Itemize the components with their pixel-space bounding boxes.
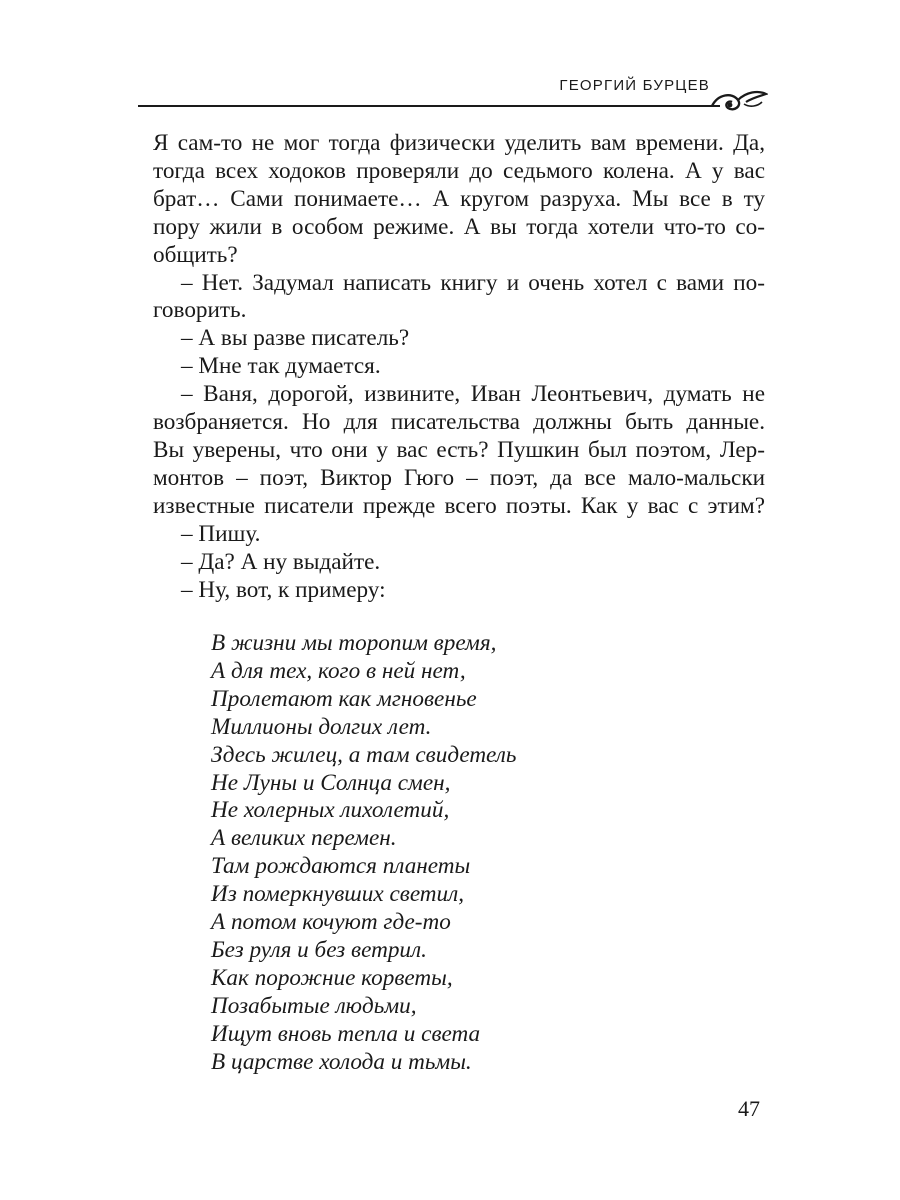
body-line: – Ваня, дорогой, извините, Иван Леонтьевич, думать не — [181, 381, 765, 408]
body-line: – А вы разве писатель? — [181, 325, 410, 352]
running-header — [138, 70, 768, 114]
body-line: – Мне так думается. — [181, 353, 381, 380]
page-number: 47 — [738, 1096, 760, 1121]
poem-line: Позабытые людьми, — [211, 992, 417, 1019]
poem-line: В жизни мы торопим время, — [211, 630, 497, 656]
poem-line: Миллионы долгих лет. — [211, 713, 432, 740]
header-rule — [138, 105, 720, 107]
poem-line: Ищут вновь тепла и света — [211, 1020, 481, 1047]
poem-line: Там рождаются планеты — [211, 853, 471, 880]
poem-line: Не холерных лихолетий, — [211, 797, 450, 824]
body-line: монтов – поэт, Виктор Гюго – поэт, да все мало-мальски — [153, 464, 765, 491]
poem-line: Здесь жилец, а там свидетель — [211, 741, 517, 768]
poem-line: В царстве холода и тьмы. — [211, 1048, 472, 1075]
body-line: говорить. — [153, 297, 247, 324]
poem-line: Не Луны и Солнца смен, — [211, 769, 451, 796]
body-line: Я сам-то не мог тогда физически уделить вам времени. Да, — [153, 130, 765, 156]
scroll-ornament-icon — [708, 84, 768, 114]
body-line: возбраняется. Но для писательства должны быть данные. — [153, 409, 765, 436]
body-line: – Пишу. — [181, 520, 261, 547]
poem-line: А великих перемен. — [211, 825, 397, 852]
header-author-name: ГЕОРГИЙ БУРЦЕВ — [559, 77, 710, 94]
poem-line: Как порожние корветы, — [211, 964, 453, 991]
body-line: Вы уверены, что они у вас есть? Пушкин был поэтом, Лер- — [153, 436, 765, 463]
poem-line: Пролетают как мгновенье — [211, 685, 477, 712]
body-line: – Ну, вот, к примеру: — [181, 576, 386, 603]
poem — [211, 630, 516, 1077]
poem-line: А потом кочуют где-то — [211, 909, 451, 936]
poem-line: Без руля и без ветрил. — [211, 936, 427, 963]
body-line: тогда всех ходоков проверяли до седьмого колена. А у вас — [153, 157, 765, 184]
body-line: – Нет. Задумал написать книгу и очень хотел с вами по- — [181, 269, 765, 296]
poem-line: А для тех, кого в ней нет, — [211, 657, 466, 684]
body-text — [153, 130, 765, 604]
body-line: пору жили в особом режиме. А вы тогда хотели что-то со- — [153, 213, 765, 240]
body-line: общить? — [153, 241, 238, 268]
poem-line: Из померкнувших светил, — [211, 881, 465, 908]
body-line: известные писатели прежде всего поэты. Как у вас с этим? — [153, 492, 765, 519]
body-line: – Да? А ну выдайте. — [181, 548, 381, 575]
body-line: брат… Сами понимаете… А кругом разруха. Мы все в ту — [153, 185, 765, 212]
